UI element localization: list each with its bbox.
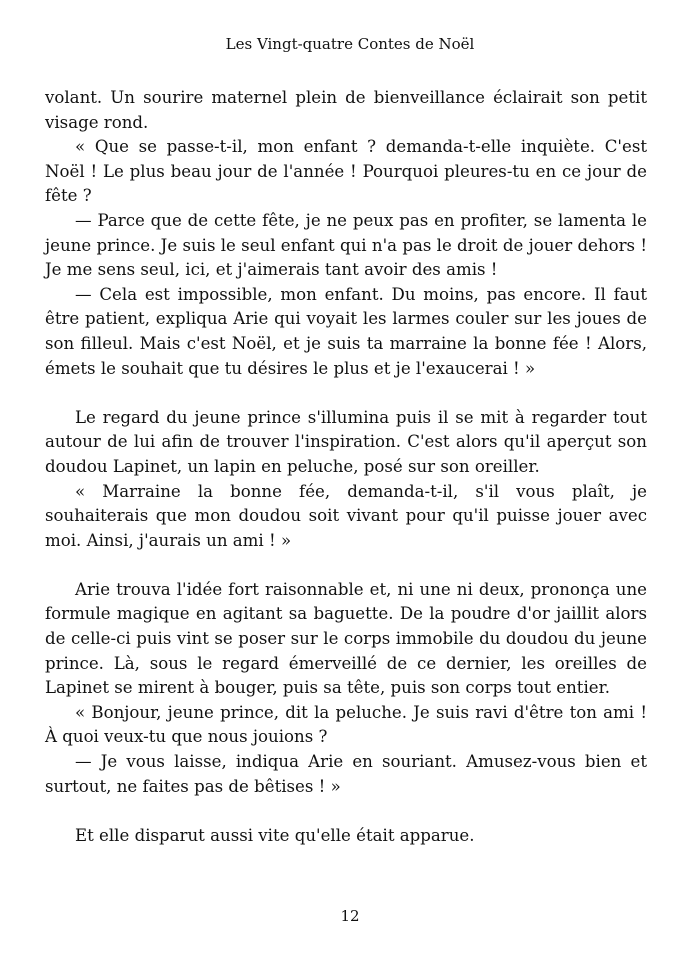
paragraph: — Parce que de cette fête, je ne peux pas en profiter, se lamenta le jeune prince. Je suis le seul enfant qui n'a pas le droit de jouer dehors ! Je me sens seul, ici, et j'aimerais tant avoir des amis ! xyxy=(45,210,647,280)
page-number: 12 xyxy=(340,907,360,925)
page-body xyxy=(45,86,647,848)
paragraph: « Bonjour, jeune prince, dit la peluche. Je suis ravi d'être ton ami ! À quoi veux-tu que nous jouions ? xyxy=(45,702,647,747)
paragraph: « Que se passe-t-il, mon enfant ? demanda-t-elle inquiète. C'est Noël ! Le plus beau jour de l'année ! Pourquoi pleures-tu en ce jour de fête ? xyxy=(45,137,647,206)
paragraph: Arie trouva l'idée fort raisonnable et, ni une ni deux, prononça une formule magique en agitant sa baguette. De la poudre d'or jaillit alors de celle-ci puis vint se poser sur le corps immobile du doudou du jeune prince. Là, sous le regard émerveillé de ce dernier, les oreilles de Lapinet se mirent à bouger, puis sa tête, puis son corps tout entier. xyxy=(45,579,647,698)
running-header: Les Vingt-quatre Contes de Noël xyxy=(225,35,475,53)
paragraph: « Marraine la bonne fée, demanda-t-il, s'il vous plaît, je souhaiterais que mon doudou soit vivant pour qu'il puisse jouer avec moi. Ainsi, j'aurais un ami ! » xyxy=(45,481,647,550)
paragraph: Et elle disparut aussi vite qu'elle était apparue. xyxy=(75,825,475,845)
paragraph: Le regard du jeune prince s'illumina puis il se mit à regarder tout autour de lui afin de trouver l'inspiration. C'est alors qu'il aperçut son doudou Lapinet, un lapin en peluche, posé sur son oreiller. xyxy=(45,407,647,476)
paragraph: — Je vous laisse, indiqua Arie en souriant. Amusez-vous bien et surtout, ne faites pas de bêtises ! » xyxy=(45,752,647,796)
paragraph: — Cela est impossible, mon enfant. Du moins, pas encore. Il faut être patient, expliqua Arie qui voyait les larmes couler sur les joues de son filleul. Mais c'est Noël, et je suis ta marraine la bonne fée ! Alors, émets le souhait que tu désires le plus et je l'exaucerai ! » xyxy=(45,284,647,378)
paragraph: volant. Un sourire maternel plein de bienveillance éclairait son petit visage rond. xyxy=(45,88,647,132)
